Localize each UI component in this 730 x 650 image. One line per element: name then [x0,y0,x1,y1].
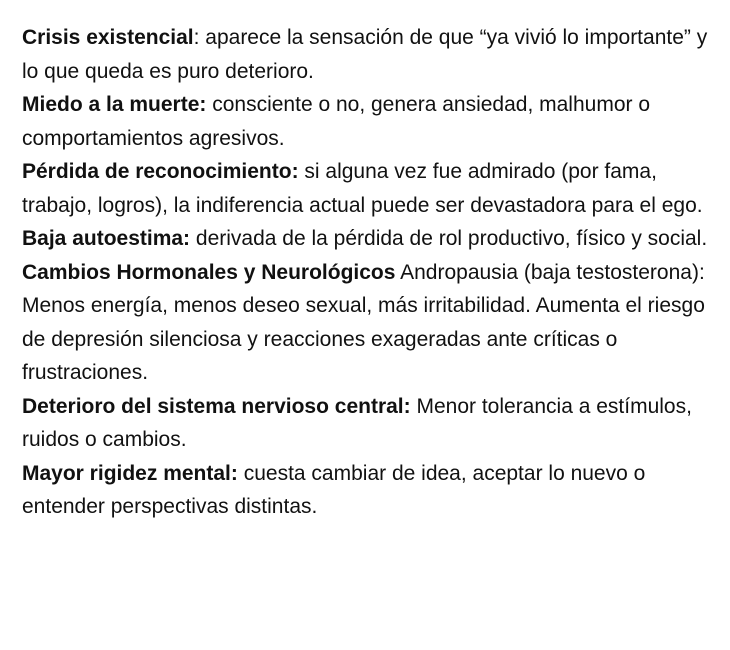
entry-miedo-a-la-muerte [22,88,712,155]
entry-cambios-hormonales [22,256,712,390]
entry-term: Crisis existencial [22,26,194,49]
entry-text: : aparece la sensación de que “ya vivió lo importante” y lo que queda es puro deterioro. [22,26,708,83]
entry-deterioro-snc [22,390,712,457]
entry-term: Mayor rigidez mental: [22,461,238,485]
entry-term: Deterioro del sistema nervioso central: [22,394,411,418]
entry-text: cuesta cambiar de idea, aceptar lo nuevo o entender perspectivas distintas. [22,461,646,518]
entry-text: consciente o no, genera ansiedad, malhumor o comportamientos agresivos. [22,93,651,150]
entry-text: si alguna vez fue admirado (por fama, trabajo, logros), la indiferencia actual puede ser devastadora para el ego. [22,160,703,217]
entry-term: Baja autoestima: [22,227,191,250]
entry-term: Miedo a la muerte: [22,93,207,116]
document-body [22,21,712,524]
entry-text: Andropausia (baja testosterona): Menos energía, menos deseo sexual, más irritabilidad. Aumenta el riesgo de depresión silenciosa y reacciones exageradas ante críticas o frustraciones. [22,260,705,384]
entry-perdida-de-reconocimiento [22,155,712,222]
entry-text: derivada de la pérdida de rol productivo, físico y social. [190,227,708,250]
entry-baja-autoestima [22,222,712,256]
entry-term: Cambios Hormonales y Neurológicos [22,260,396,284]
entry-crisis-existencial [22,21,712,88]
entry-rigidez-mental [22,457,712,524]
entry-term: Pérdida de reconocimiento: [22,160,299,183]
entry-text: Menor tolerancia a estímulos, ruidos o cambios. [22,394,692,451]
